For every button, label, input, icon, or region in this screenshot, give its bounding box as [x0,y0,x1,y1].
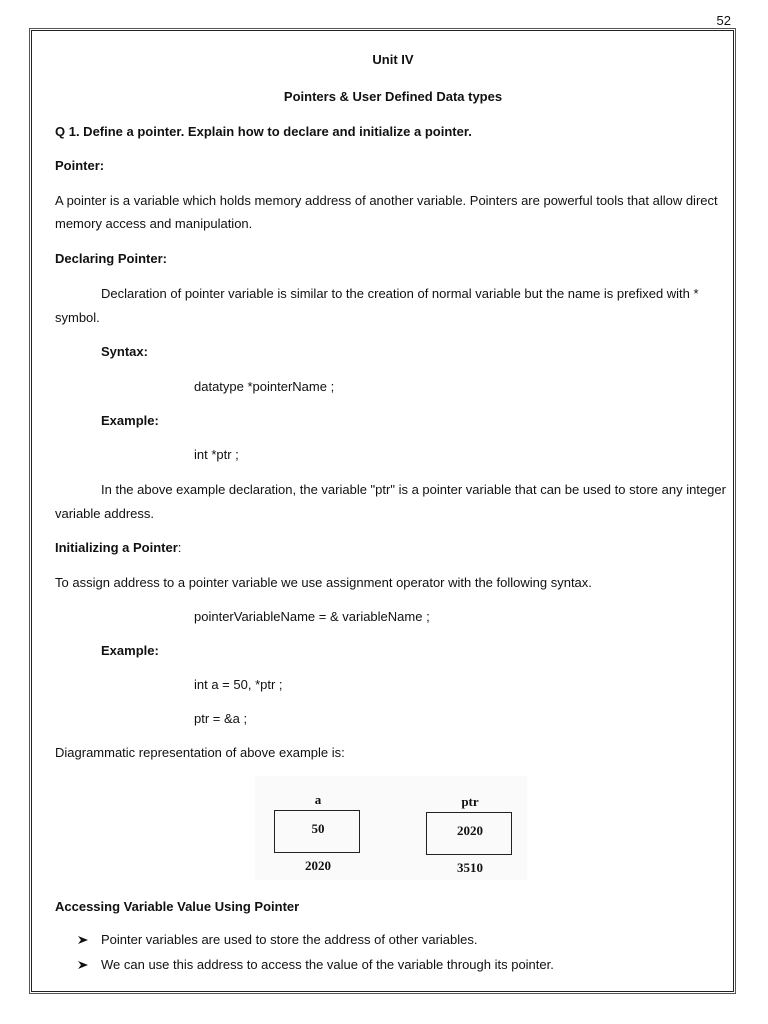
unit-title: Unit IV [372,52,414,67]
init-heading-colon: : [177,540,182,555]
memory-diagram [255,776,527,880]
question-heading: Q 1. Define a pointer. Explain how to declare and initialize a pointer. [55,124,472,139]
example-explanation-line-2: variable address. [55,506,154,521]
diagram-var-ptr-name: ptr [461,794,479,809]
init-description: To assign address to a pointer variable we use assignment operator with the following syntax. [55,575,592,590]
init-heading: Initializing a Pointer [55,540,178,555]
accessing-heading: Accessing Variable Value Using Pointer [55,899,300,914]
diagram-var-a-name: a [314,792,322,807]
diagram-var-ptr-value: 2020 [457,823,483,838]
arrow-bullet-icon [77,932,89,948]
syntax-code: datatype *pointerName ; [194,379,335,394]
diagram-var-a-address: 2020 [305,858,331,873]
example2-code-line-1: int a = 50, *ptr ; [194,677,283,692]
example-label: Example: [101,413,159,428]
page-number: 52 [716,13,731,28]
pointer-definition-line-1: A pointer is a variable which holds memory address of another variable. Pointers are powerful tools that allow direct [55,193,718,208]
chapter-title: Pointers & User Defined Data types [283,89,503,104]
arrow-bullet-icon [77,957,89,973]
init-syntax-code: pointerVariableName = & variableName ; [194,609,430,624]
pointer-heading: Pointer: [55,158,105,173]
example2-label: Example: [101,643,159,658]
bullet-text: We can use this address to access the value of the variable through its pointer. [101,957,554,972]
declaring-text-line-1: Declaration of pointer variable is similar to the creation of normal variable but the name is prefixed with * [101,286,699,301]
example-code: int *ptr ; [194,447,239,462]
diagram-intro: Diagrammatic representation of above example is: [55,745,345,760]
diagram-var-ptr-address: 3510 [457,860,483,875]
init-heading-line [55,540,181,556]
diagram-var-a-value: 50 [311,821,325,836]
example2-code-line-2: ptr = &a ; [194,711,248,726]
pointer-definition-line-2: memory access and manipulation. [55,216,253,231]
declaring-heading: Declaring Pointer: [55,251,167,266]
syntax-label: Syntax: [101,344,148,359]
bullet-text: Pointer variables are used to store the address of other variables. [101,932,478,947]
example-explanation-line-1: In the above example declaration, the variable "ptr" is a pointer variable that can be used to store any integer [101,482,726,497]
declaring-text-line-2: symbol. [55,310,100,325]
